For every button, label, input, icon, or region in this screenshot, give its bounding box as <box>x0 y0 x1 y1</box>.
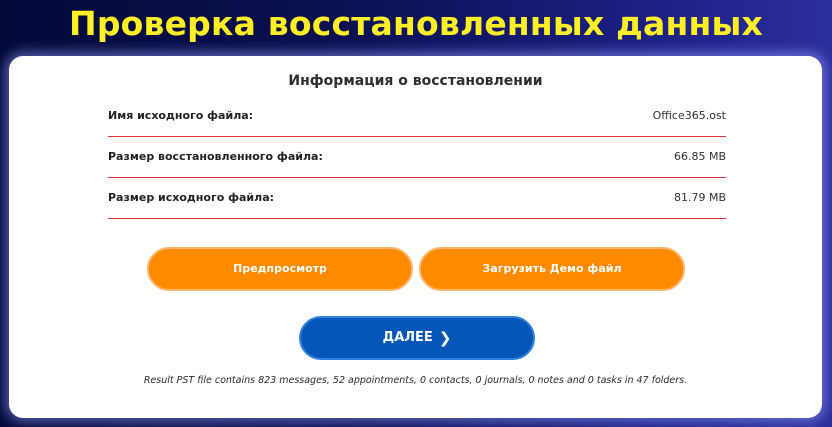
preview-button[interactable]: Предпросмотр <box>147 247 413 291</box>
info-row-label: Размер восстановленного файла: <box>108 150 323 163</box>
next-button[interactable] <box>299 316 535 360</box>
info-row-label: Размер исходного файла: <box>108 191 275 204</box>
info-row-value: 66.85 MB <box>673 150 726 163</box>
download-demo-button[interactable]: Загрузить Демо файл <box>419 247 685 291</box>
info-row-source-file-size <box>108 178 726 219</box>
recovery-info-card <box>9 56 822 418</box>
chevron-right-icon: ❯ <box>438 329 452 347</box>
info-row-value: Office365.ost <box>652 109 726 122</box>
info-row-label: Имя исходного файла: <box>108 109 254 122</box>
result-summary-text: Result PST file contains 823 messages, 52 appointments, 0 contacts, 0 journals, 0 notes and 0 tasks in 47 folders. <box>143 375 688 386</box>
info-row-value: 81.79 MB <box>673 191 726 204</box>
page-title: Проверка восстановленных данных <box>69 4 763 43</box>
info-row-recovered-file-size <box>108 137 726 178</box>
info-heading: Информация о восстановлении <box>288 73 543 89</box>
info-row-source-file-name <box>108 96 726 137</box>
next-button-label: ДАЛЕЕ <box>382 330 433 345</box>
